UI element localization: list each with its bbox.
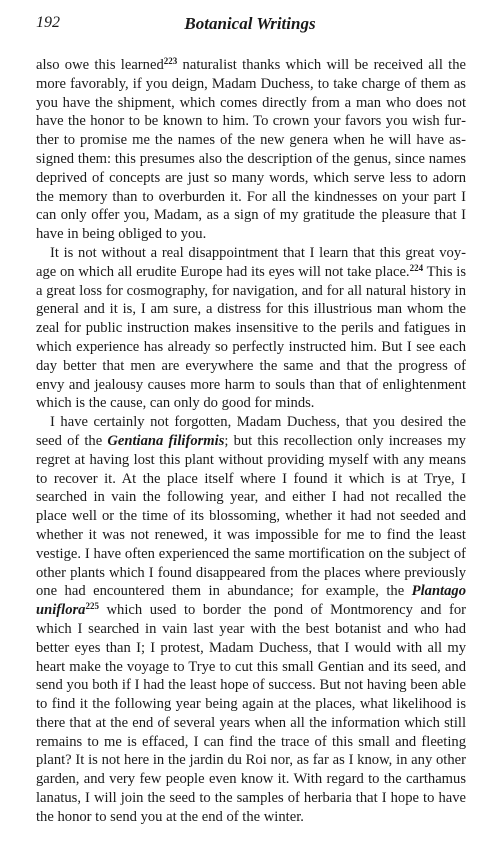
- footnote-ref: 224: [409, 262, 424, 273]
- species-name: Gentiana filiformis: [107, 432, 225, 449]
- text-run: This is a great loss for cosmography, for navigation, and for all natural history in general and it is, I am sure, a distress for this illustrious man whom the zeal for public instruction makes insensitive to the perils and fatigues in which experience has already so perfectly instructed him. But I see each day better that men are everywhere the same and that the progress of envy and jealousy causes more harm to souls than that of enlightenment which is the cause, can only do good for minds.: [36, 263, 467, 412]
- text-run: ; but this recollection only increases my regret at having lost this plant without providing myself with any means to recover it. At the place itself where I found it which is at Trye, I searched in vain the following year, and either I had not recalled the place well or the time of its blossoming, whether it had not seeded and whether it was not renewed, it was impossible for me to find the least vestige. I have often experienced the same mortification on the subject of other plants which I found disappeared from the places where previously one had encountered them in abundance; for example, the: [36, 432, 466, 600]
- paragraph: [36, 413, 466, 827]
- text-run: It is not without a real disappointment that I learn that this great voyage on which all erudite Europe had its eyes will not take place.: [36, 244, 466, 280]
- text-run: which used to border the pond of Montmorency and for which I searched in vain last year with the best botanist and who had better eyes than I; I protest, Madam Duchess, that I would with all my heart make the voyage to Trye to cut this small Gentian and its seed, and send you both if I had the least hope of success. But not having been able to find it the following year being again at the places, what likelihood is there that at the end of several years when all the information which still remains to me is effaced, I can find the trace of this small and fleeting plant? It is not here in the jardin du Roi nor, as far as I know, in any other garden, and very few people even know it. With regard to the carthamus lanatus, I will join the seed to the samples of herbaria that I hope to have the honor to send you at the end of the winter.: [36, 602, 466, 825]
- running-title: Botanical Writings: [184, 14, 316, 33]
- paragraph: [36, 56, 466, 244]
- text-run: also owe this learned: [36, 57, 164, 73]
- running-head: [36, 14, 464, 36]
- text-run: I have certainly not forgotten, Madam Duchess, that you desired the seed of the: [36, 414, 466, 449]
- species-name: Plantago uniflora: [36, 583, 466, 619]
- text-run: naturalist thanks which will be received all the more favorably, if you deign, Madam Duchess, to take charge of them as you have the shipment, which comes directly from a man who does not have the honor to be known to him. To crown your favors you wish further to promise me the names of the new genera when he will have assigned them: this presumes also the description of the genus, since names deprived of concepts are just so many words, which serve less to adorn the memory than to overburden it. For all the kindnesses on your part I can only offer you, Madam, as a sign of my gratitude the pleasure that I have in being obliged to you.: [36, 57, 467, 243]
- footnote-ref: 225: [85, 601, 99, 612]
- paragraph: [36, 244, 466, 413]
- page-number: 192: [36, 14, 60, 31]
- footnote-ref: 223: [163, 56, 178, 66]
- body-text: [36, 56, 466, 827]
